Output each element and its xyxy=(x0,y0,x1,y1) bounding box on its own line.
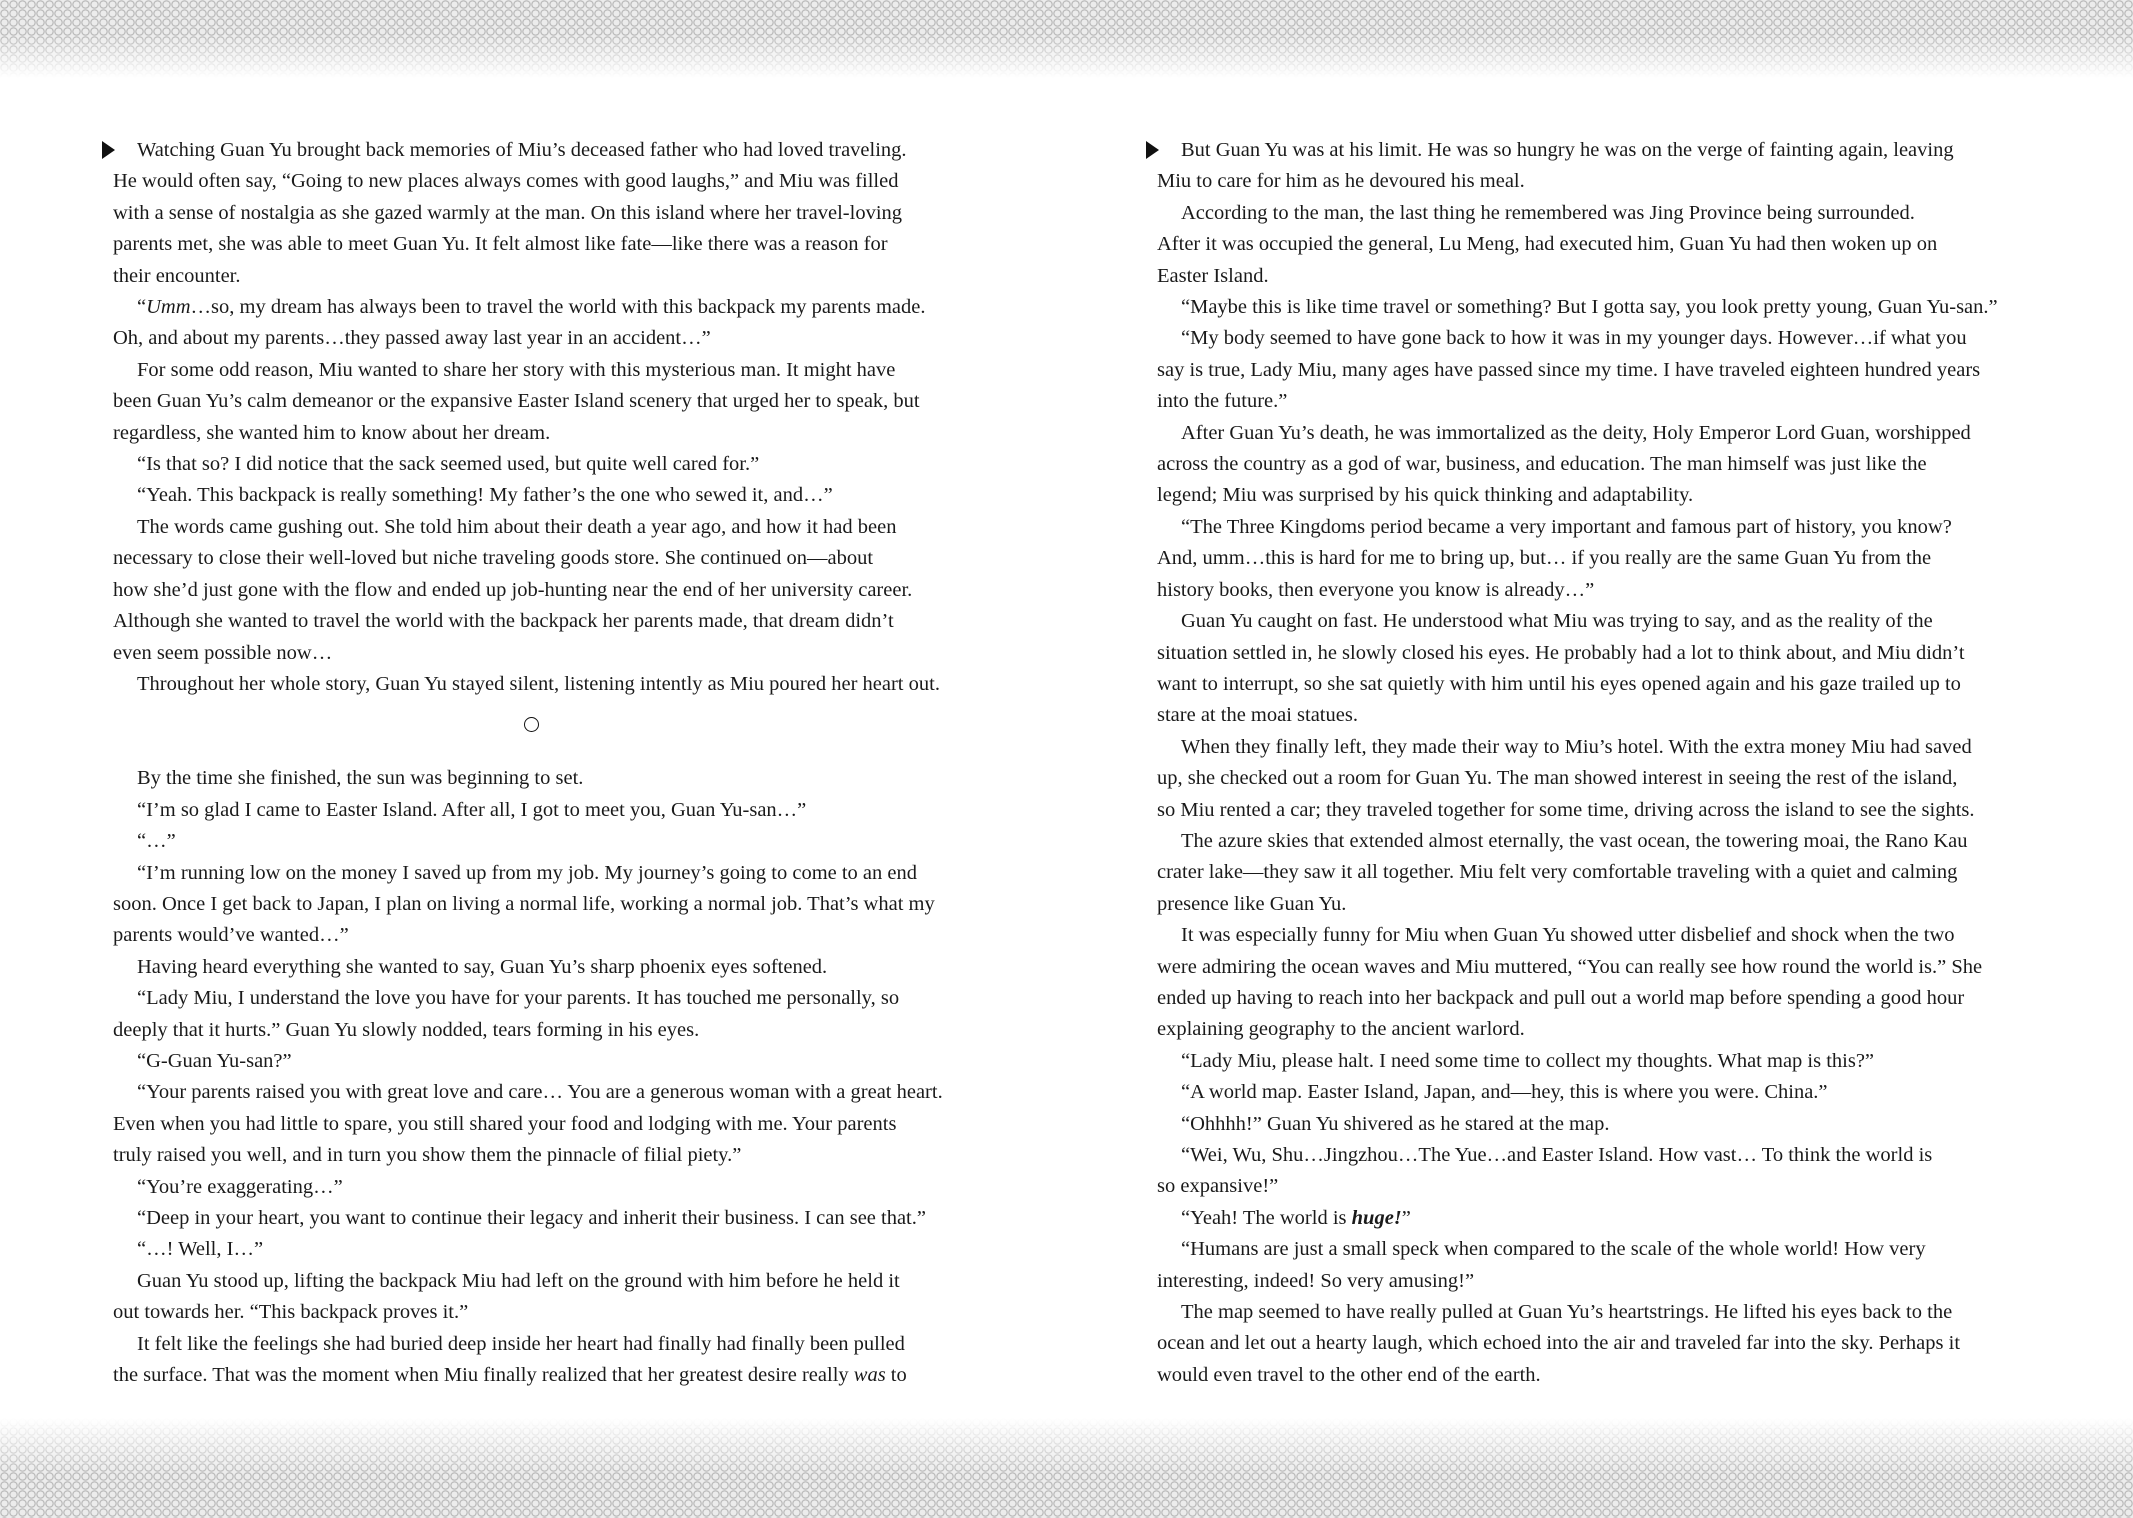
scene-break-circle-icon xyxy=(524,717,539,732)
text-line: He would often say, “Going to new places always comes with good laughs,” and Miu was filled xyxy=(113,170,899,193)
text-line: history books, then everyone you know is already…” xyxy=(1157,578,1595,601)
text-line: so expansive!” xyxy=(1157,1175,1279,1198)
text-line: Easter Island. xyxy=(1157,264,1269,287)
paragraph xyxy=(113,669,975,700)
text-line: “Humans are just a small speck when compared to the scale of the whole world! How very xyxy=(1181,1238,1926,1261)
text-line: truly raised you well, and in turn you show them the pinnacle of filial piety.” xyxy=(113,1144,742,1167)
left-page-text xyxy=(113,135,975,1391)
right-text-block xyxy=(1157,135,2019,1391)
text-line: “…! Well, I…” xyxy=(137,1238,264,1261)
paragraph xyxy=(113,292,975,355)
paragraph xyxy=(113,1329,975,1392)
text-line: “…” xyxy=(137,830,176,853)
text-line: “I’m running low on the money I saved up from my job. My journey’s going to come to an end xyxy=(137,861,918,884)
paragraph xyxy=(1157,606,2019,732)
text-line: interesting, indeed! So very amusing!” xyxy=(1157,1269,1475,1292)
paragraph xyxy=(1157,1234,2019,1297)
paragraph xyxy=(113,763,975,794)
text-line: “Umm…so, my dream has always been to travel the world with this backpack my parents made. xyxy=(137,296,926,319)
paragraph xyxy=(1157,323,2019,417)
text-line: According to the man, the last thing he remembered was Jing Province being surrounded. xyxy=(1181,201,1915,224)
text-line: “Is that so? I did notice that the sack seemed used, but quite well cared for.” xyxy=(137,453,760,476)
text-line: the surface. That was the moment when Miu finally realized that her greatest desire really was to xyxy=(113,1364,907,1387)
paragraph xyxy=(113,826,975,857)
text-line: “Yeah! The world is huge!” xyxy=(1181,1206,1411,1229)
text-line: so Miu rented a car; they traveled together for some time, driving across the island to see the sights. xyxy=(1157,798,1975,821)
paragraph xyxy=(1157,1203,2019,1234)
paragraph xyxy=(1157,920,2019,1046)
paragraph xyxy=(1157,1109,2019,1140)
text-line: parents met, she was able to meet Guan Yu. It felt almost like fate—like there was a reason for xyxy=(113,233,888,256)
bottom-pattern-border xyxy=(0,1418,2133,1518)
text-line: When they finally left, they made their way to Miu’s hotel. With the extra money Miu had saved xyxy=(1181,735,1972,758)
text-line: explaining geography to the ancient warlord. xyxy=(1157,1018,1525,1041)
text-line: presence like Guan Yu. xyxy=(1157,892,1347,915)
text-line: legend; Miu was surprised by his quick thinking and adaptability. xyxy=(1157,484,1694,507)
text-line: want to interrupt, so she sat quietly with him until his eyes opened again and his gaze trailed up to xyxy=(1157,672,1961,695)
text-line: crater lake—they saw it all together. Miu felt very comfortable traveling with a quiet and calming xyxy=(1157,861,1958,884)
text-line: across the country as a god of war, business, and education. The man himself was just like the xyxy=(1157,453,1927,476)
paragraph xyxy=(1157,292,2019,323)
text-line: deeply that it hurts.” Guan Yu slowly nodded, tears forming in his eyes. xyxy=(113,1018,700,1041)
top-pattern-border xyxy=(0,0,2133,78)
text-line: It felt like the feelings she had buried deep inside her heart had finally had finally been pulled xyxy=(137,1332,905,1355)
text-line: with a sense of nostalgia as she gazed warmly at the man. On this island where her travel-loving xyxy=(113,201,903,224)
paragraph xyxy=(113,1077,975,1171)
text-line: And, umm…this is hard for me to bring up, but… if you really are the same Guan Yu from the xyxy=(1157,547,1932,570)
text-line: After it was occupied the general, Lu Meng, had executed him, Guan Yu had then woken up on xyxy=(1157,233,1938,256)
text-line: “You’re exaggerating…” xyxy=(137,1175,343,1198)
text-line: The azure skies that extended almost eternally, the vast ocean, the towering moai, the Rano Kau xyxy=(1181,829,1968,852)
paragraph xyxy=(1157,198,2019,292)
scene-break xyxy=(113,700,975,763)
text-line: ended up having to reach into her backpack and pull out a world map before spending a good hour xyxy=(1157,986,1965,1009)
text-line: regardless, she wanted him to know about her dream. xyxy=(113,421,551,444)
text-line: soon. Once I get back to Japan, I plan on living a normal life, working a normal job. That’s what my xyxy=(113,892,935,915)
text-line: situation settled in, he slowly closed his eyes. He probably had a lot to think about, and Miu didn’t xyxy=(1157,641,1965,664)
text-line: “A world map. Easter Island, Japan, and—hey, this is where you were. China.” xyxy=(1181,1081,1828,1104)
text-line: Guan Yu caught on fast. He understood what Miu was trying to say, and as the reality of the xyxy=(1181,610,1933,633)
paragraph xyxy=(113,858,975,952)
text-line: up, she checked out a room for Guan Yu. The man showed interest in seeing the rest of the island, xyxy=(1157,767,1958,790)
text-line: “Deep in your heart, you want to continue their legacy and inherit their business. I can see that.” xyxy=(137,1207,926,1229)
text-line: stare at the moai statues. xyxy=(1157,704,1358,727)
text-line: Miu to care for him as he devoured his meal. xyxy=(1157,170,1525,193)
paragraph xyxy=(1157,512,2019,606)
right-page-text xyxy=(1157,135,2019,1391)
paragraph xyxy=(1157,1297,2019,1391)
paragraph xyxy=(1157,1046,2019,1077)
left-text-block-a xyxy=(113,135,975,700)
paragraph xyxy=(113,355,975,449)
paragraph xyxy=(113,1266,975,1329)
text-line: even seem possible now… xyxy=(113,641,333,664)
text-line: But Guan Yu was at his limit. He was so hungry he was on the verge of fainting again, leaving xyxy=(1181,139,1954,161)
text-line: ocean and let out a hearty laugh, which echoed into the air and traveled far into the sky. Perhaps it xyxy=(1157,1332,1961,1355)
text-line: out towards her. “This backpack proves it.” xyxy=(113,1301,469,1324)
paragraph xyxy=(113,449,975,480)
text-line: The words came gushing out. She told him about their death a year ago, and how it had been xyxy=(137,515,897,538)
text-line: Oh, and about my parents…they passed away last year in an accident…” xyxy=(113,327,711,350)
paragraph xyxy=(1157,135,2019,198)
text-line: Throughout her whole story, Guan Yu stayed silent, listening intently as Miu poured her heart out. xyxy=(137,672,940,695)
text-line: parents would’ve wanted…” xyxy=(113,924,349,947)
text-line: Watching Guan Yu brought back memories of Miu’s deceased father who had loved traveling. xyxy=(137,139,907,161)
text-line: how she’d just gone with the flow and ended up job-hunting near the end of her university career. xyxy=(113,578,913,601)
text-line: “My body seemed to have gone back to how it was in my younger days. However…if what you xyxy=(1181,327,1967,350)
text-line: It was especially funny for Miu when Guan Yu showed utter disbelief and shock when the two xyxy=(1181,924,1955,947)
text-line: into the future.” xyxy=(1157,390,1288,413)
text-line: were admiring the ocean waves and Miu muttered, “You can really see how round the world is.” She xyxy=(1157,955,1983,978)
text-line: necessary to close their well-loved but niche traveling goods store. She continued on—about xyxy=(113,547,874,570)
text-line: Although she wanted to travel the world with the backpack her parents made, that dream didn’t xyxy=(113,610,894,633)
paragraph-marker-icon xyxy=(102,141,115,159)
text-line: “Lady Miu, please halt. I need some time to collect my thoughts. What map is this?” xyxy=(1181,1049,1875,1072)
text-line: “Ohhhh!” Guan Yu shivered as he stared at the map. xyxy=(1181,1112,1610,1135)
text-line: “Your parents raised you with great love and care… You are a generous woman with a great heart. xyxy=(137,1081,943,1104)
paragraph xyxy=(1157,418,2019,512)
paragraph xyxy=(113,135,975,292)
paragraph xyxy=(1157,1077,2019,1108)
paragraph xyxy=(113,1046,975,1077)
paragraph xyxy=(113,795,975,826)
text-line: say is true, Lady Miu, many ages have passed since my time. I have traveled eighteen hundred years xyxy=(1157,358,1981,381)
paragraph xyxy=(113,1203,975,1234)
left-text-block-b xyxy=(113,763,975,1391)
text-line: Guan Yu stood up, lifting the backpack Miu had left on the ground with him before he held it xyxy=(137,1269,900,1292)
text-line: “I’m so glad I came to Easter Island. After all, I got to meet you, Guan Yu-san…” xyxy=(137,798,807,821)
paragraph xyxy=(113,1234,975,1265)
paragraph xyxy=(1157,732,2019,826)
paragraph xyxy=(1157,826,2019,920)
paragraph-marker-icon xyxy=(1146,141,1159,159)
text-line: The map seemed to have really pulled at Guan Yu’s heartstrings. He lifted his eyes back to the xyxy=(1181,1301,1953,1324)
paragraph xyxy=(113,480,975,511)
text-line: would even travel to the other end of the earth. xyxy=(1157,1363,1541,1386)
text-line: “The Three Kingdoms period became a very important and famous part of history, you know? xyxy=(1181,515,1952,538)
text-line: been Guan Yu’s calm demeanor or the expansive Easter Island scenery that urged her to speak, but xyxy=(113,390,920,413)
paragraph xyxy=(113,512,975,669)
text-line: For some odd reason, Miu wanted to share her story with this mysterious man. It might have xyxy=(137,358,896,381)
paragraph xyxy=(1157,1140,2019,1203)
paragraph xyxy=(113,952,975,983)
text-line: Even when you had little to spare, you still shared your food and lodging with me. Your parents xyxy=(113,1112,897,1135)
text-line: Having heard everything she wanted to say, Guan Yu’s sharp phoenix eyes softened. xyxy=(137,955,828,978)
paragraph xyxy=(113,1172,975,1203)
text-line: “Lady Miu, I understand the love you have for your parents. It has touched me personally, so xyxy=(137,987,900,1010)
text-line: After Guan Yu’s death, he was immortalized as the deity, Holy Emperor Lord Guan, worshipped xyxy=(1181,421,1971,444)
text-line: “G-Guan Yu-san?” xyxy=(137,1049,292,1072)
text-line: By the time she finished, the sun was beginning to set. xyxy=(137,767,584,790)
text-line: “Maybe this is like time travel or something? But I gotta say, you look pretty young, Guan Yu-san.” xyxy=(1181,296,1998,319)
text-line: their encounter. xyxy=(113,264,241,287)
text-line: “Wei, Wu, Shu…Jingzhou…The Yue…and Easter Island. How vast… To think the world is xyxy=(1181,1144,1933,1166)
text-line: “Yeah. This backpack is really something! My father’s the one who sewed it, and…” xyxy=(137,484,833,507)
paragraph xyxy=(113,983,975,1046)
